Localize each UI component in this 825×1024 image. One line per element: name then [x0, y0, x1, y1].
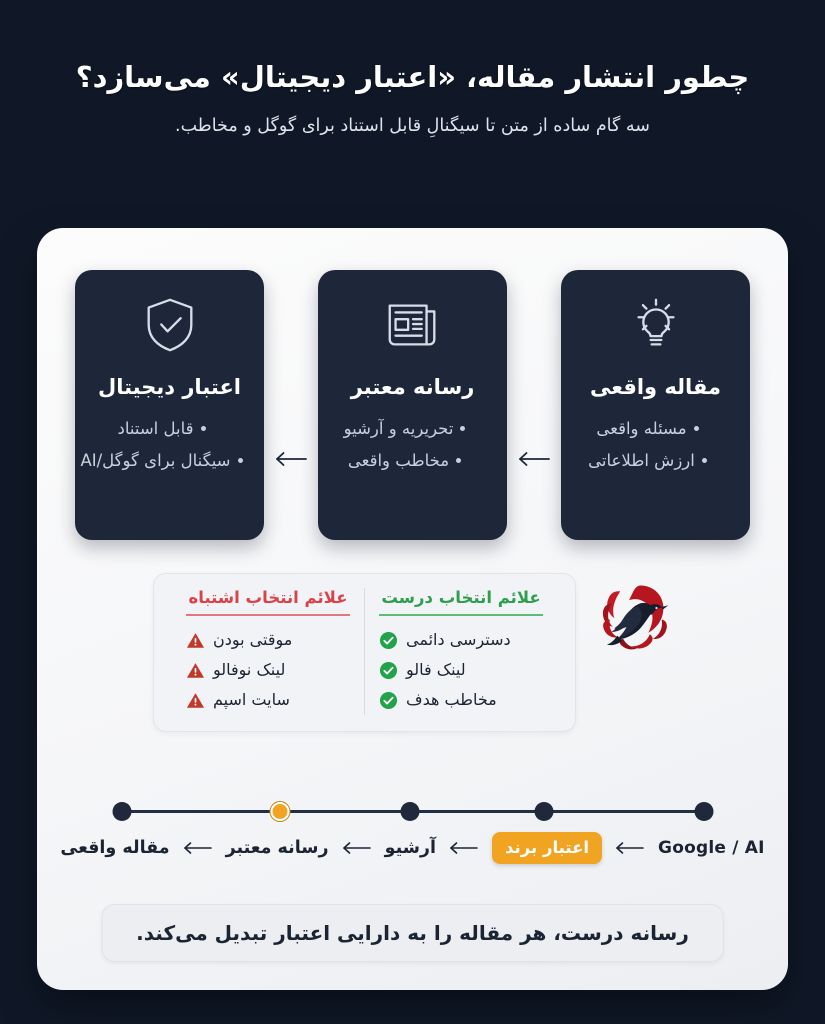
footer-statement: رسانه درست، هر مقاله را به دارایی اعتبار تبدیل می‌کند. [101, 904, 724, 962]
step-arrow-icon-1 [264, 270, 318, 540]
list-item [379, 625, 543, 655]
timeline [37, 798, 788, 888]
item-text: سایت اسپم [213, 690, 290, 709]
warning-triangle-icon [186, 691, 205, 710]
step-card-digital-credibility[interactable] [75, 270, 264, 540]
bullet-dot-icon [238, 458, 243, 463]
newspaper-icon [382, 294, 444, 356]
item-text: مخاطب هدف [406, 690, 497, 709]
comparison-panel [153, 573, 576, 732]
bullet-dot-icon [201, 426, 206, 431]
comparison-heading-bad: علائم انتخاب اشتباه [186, 588, 350, 616]
comparison-column-bad [172, 588, 364, 715]
bullet-text: مسئله واقعی [596, 419, 687, 439]
comparison-section [37, 573, 788, 732]
page-subtitle: سه گام ساده از متن تا سیگنالِ قابل استناد برای گوگل و مخاطب. [175, 116, 650, 137]
timeline-dot-4[interactable] [534, 802, 553, 821]
bullet-text: ارزش اطلاعاتی [588, 450, 695, 470]
list-item [379, 685, 543, 715]
timeline-label-real-article: مقاله واقعی [60, 838, 170, 858]
bullet-text: قابل استناد [117, 419, 194, 439]
bullet-text: سیگنال برای گوگل/AI [80, 450, 231, 470]
item-text: لینک فالو [406, 660, 466, 679]
timeline-arrow-icon-2 [342, 841, 372, 855]
step-card-real-article[interactable] [561, 270, 750, 540]
list-item [379, 655, 543, 685]
bullet-dot-icon [460, 426, 465, 431]
item-text: موقتی بودن [213, 630, 293, 649]
lightbulb-icon [625, 294, 687, 356]
timeline-dot-1[interactable] [112, 802, 131, 821]
item-text: دسترسی دائمی [406, 630, 511, 649]
header [0, 58, 825, 139]
timeline-dot-3[interactable] [401, 802, 420, 821]
step-card-bullets [575, 413, 736, 476]
list-item [575, 413, 736, 444]
timeline-arrow-icon-1 [183, 841, 213, 855]
raven-brand-logo [598, 581, 672, 655]
list-item [332, 445, 493, 476]
timeline-arrow-icon-4 [615, 841, 645, 855]
step-card-credible-media[interactable] [318, 270, 507, 540]
check-circle-icon [379, 661, 398, 680]
timeline-label-google-ai: Google / AI [658, 838, 765, 858]
list-item [80, 445, 250, 476]
list-item [332, 413, 493, 444]
step-card-title: اعتبار دیجیتال [97, 375, 242, 399]
bullet-text: تحریریه و آرشیو [343, 419, 454, 439]
item-text: لینک نوفالو [213, 660, 286, 679]
comparison-column-good [364, 588, 557, 715]
timeline-dot-5[interactable] [694, 802, 713, 821]
content-panel [37, 228, 788, 990]
list-item [575, 445, 736, 476]
timeline-label-archive: آرشیو [384, 838, 437, 858]
shield-check-icon [139, 294, 201, 356]
list-item [186, 655, 350, 685]
page-title: چطور انتشار مقاله، «اعتبار دیجیتال» می‌سازد؟ [75, 60, 750, 94]
timeline-badge-brand-credibility[interactable]: اعتبار برند [492, 832, 602, 864]
check-circle-icon [379, 691, 398, 710]
step-card-title: مقاله واقعی [589, 375, 722, 399]
step-arrow-icon-2 [507, 270, 561, 540]
step-card-title: رسانه معتبر [350, 375, 475, 399]
steps-row [37, 270, 788, 540]
timeline-labels [37, 832, 788, 864]
bullet-dot-icon [694, 426, 699, 431]
timeline-arrow-icon-3 [449, 841, 479, 855]
check-circle-icon [379, 631, 398, 650]
step-card-bullets [80, 413, 250, 476]
step-card-bullets [332, 413, 493, 476]
list-item [186, 685, 350, 715]
warning-triangle-icon [186, 661, 205, 680]
list-item [186, 625, 350, 655]
list-item [89, 413, 250, 444]
bullet-dot-icon [456, 458, 461, 463]
timeline-label-credible-media: رسانه معتبر [225, 838, 329, 858]
comparison-heading-good: علائم انتخاب درست [379, 588, 543, 616]
warning-triangle-icon [186, 631, 205, 650]
bullet-dot-icon [702, 458, 707, 463]
timeline-dot-2-active[interactable] [271, 802, 290, 821]
bullet-text: مخاطب واقعی [347, 450, 450, 470]
